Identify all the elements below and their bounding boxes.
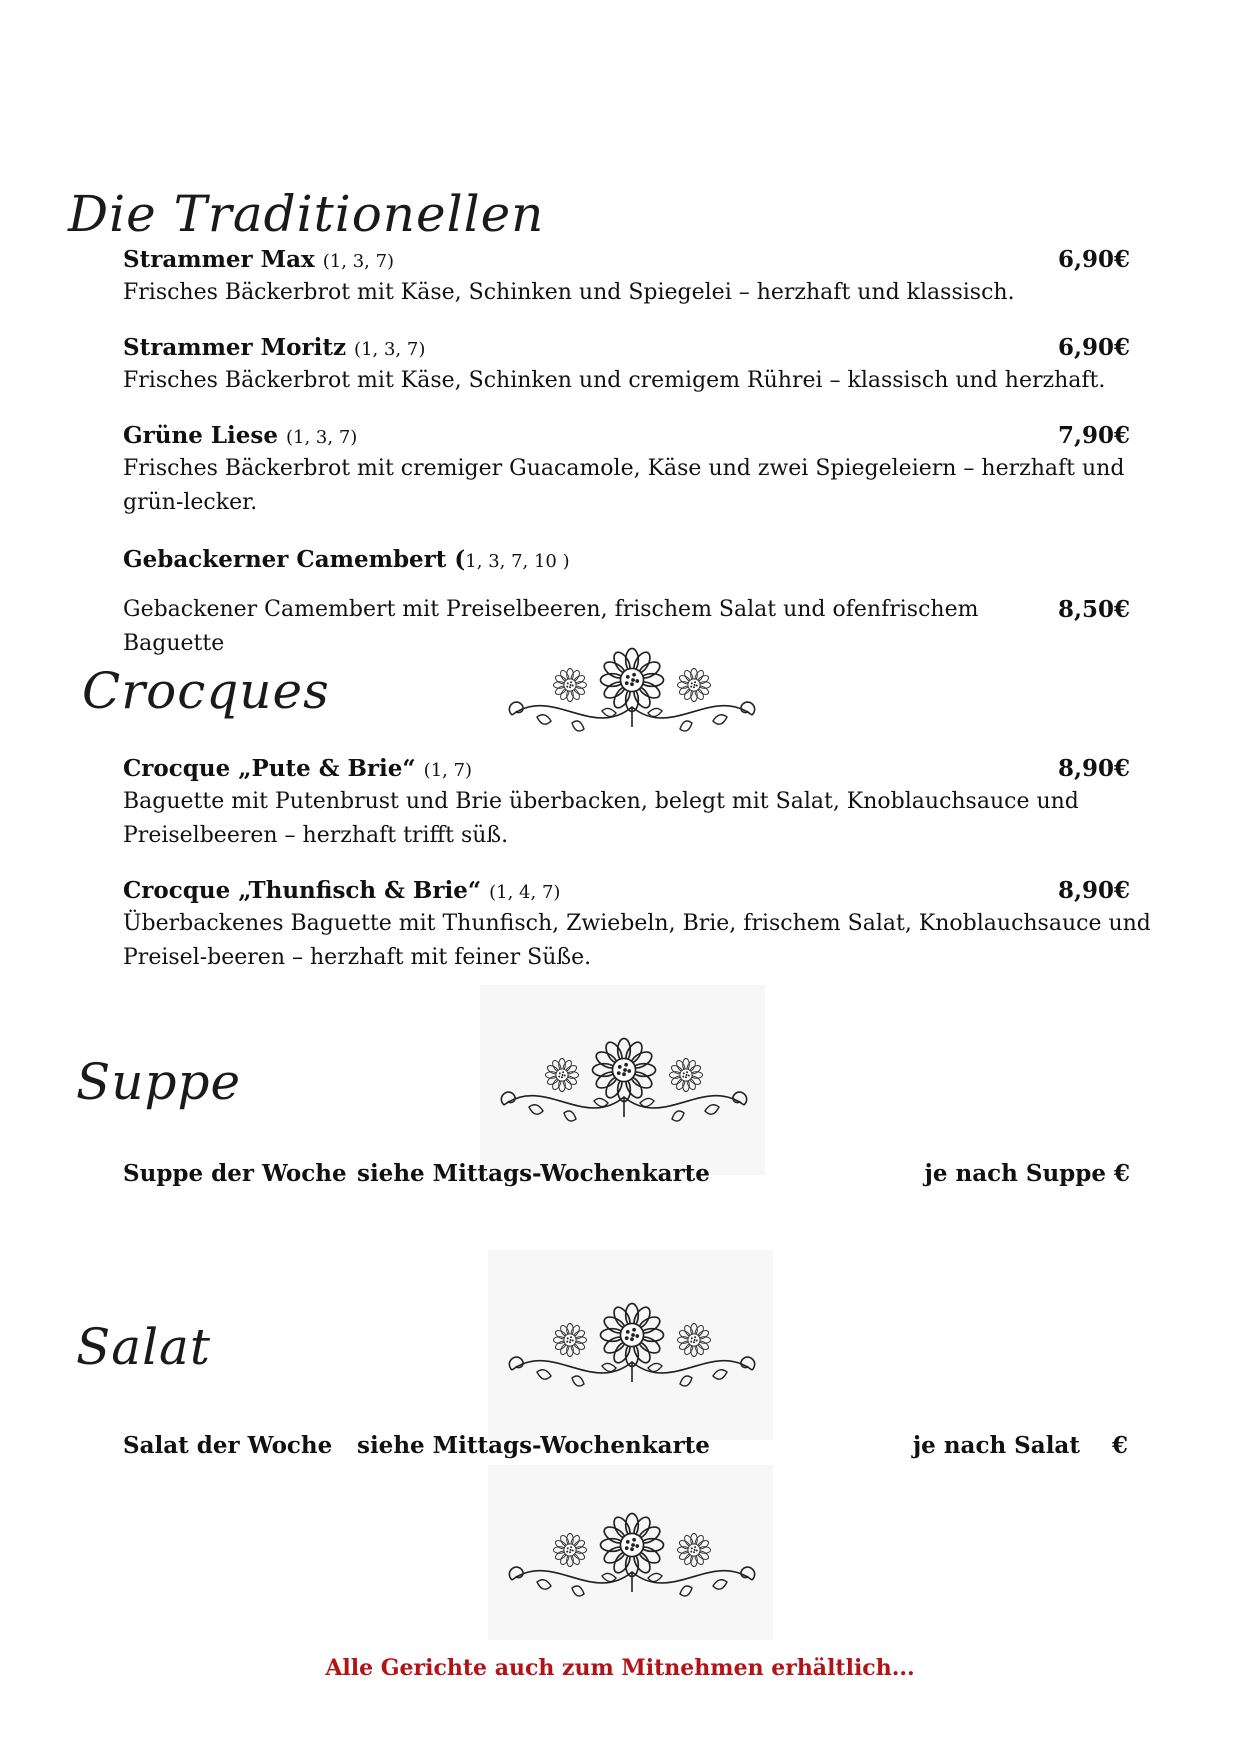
item-name: Strammer Moritz: [123, 334, 347, 361]
menu-item-price: 8,50€: [1057, 596, 1130, 623]
menu-item-description: Frisches Bäckerbrot mit Käse, Schinken und cremigem Rührei – klassisch und herzhaft.: [123, 368, 1106, 393]
sunflower-ornament-icon: [492, 645, 772, 745]
allergen-codes: (1, 3, 7): [354, 339, 426, 360]
item-name: Grüne Liese: [123, 422, 278, 449]
menu-item-description: Überbackenes Baguette mit Thunfisch, Zwiebeln, Brie, frischem Salat, Knoblauchsauce und Preisel-beeren – herzhaft mit feiner Süße.: [123, 911, 1151, 970]
menu-item-description: Baguette mit Putenbrust und Brie überbacken, belegt mit Salat, Knoblauchsauce und Preiselbeeren – herzhaft trifft süß.: [123, 789, 1079, 848]
salad-of-week: Salat der Woche: [123, 1432, 333, 1459]
item-name: Gebackerner Camembert (: [123, 546, 466, 573]
allergen-codes: (1, 7): [423, 760, 473, 781]
soup-of-week: Suppe der Woche: [123, 1160, 347, 1187]
soup-price: je nach Suppe €: [924, 1160, 1130, 1187]
sunflower-ornament-icon: [484, 1035, 764, 1135]
menu-item-description: Frisches Bäckerbrot mit cremiger Guacamole, Käse und zwei Spiegeleiern – herzhaft und grün-lecker.: [123, 456, 1125, 515]
menu-item-price: 8,90€: [1057, 877, 1130, 904]
menu-item-price: 6,90€: [1057, 246, 1130, 273]
menu-item-name: [123, 877, 560, 904]
item-name: Crocque „Thunfisch & Brie“: [123, 877, 482, 904]
menu-item-name: [123, 546, 570, 573]
item-name: Crocque „Pute & Brie“: [123, 755, 416, 782]
menu-item-name: [123, 334, 425, 361]
section-title-crocques: Crocques: [82, 662, 330, 720]
salad-price: je nach Salat €: [912, 1432, 1128, 1459]
item-name: Strammer Max: [123, 246, 315, 273]
section-title-salat: Salat: [76, 1318, 211, 1376]
allergen-codes: 1, 3, 7, 10 ): [465, 551, 570, 572]
menu-item-name: [123, 246, 394, 273]
menu-item-price: 7,90€: [1057, 422, 1130, 449]
menu-item-description: Gebackener Camembert mit Preiselbeeren, frischem Salat und ofenfrischem Baguette: [123, 597, 979, 656]
menu-item-name: [123, 755, 472, 782]
menu-item-price: 8,90€: [1057, 755, 1130, 782]
menu-item-name: [123, 422, 357, 449]
section-title-traditionelle: Die Traditionellen: [68, 185, 545, 243]
section-title-suppe: Suppe: [76, 1053, 242, 1111]
menu-item-price: 6,90€: [1057, 334, 1130, 361]
sunflower-ornament-icon: [492, 1300, 772, 1400]
allergen-codes: (1, 3, 7): [286, 427, 358, 448]
sunflower-ornament-icon: [492, 1510, 772, 1610]
allergen-codes: (1, 4, 7): [489, 882, 561, 903]
salad-note: siehe Mittags-Wochenkarte: [357, 1432, 710, 1459]
soup-note: siehe Mittags-Wochenkarte: [357, 1160, 710, 1187]
menu-item-description: Frisches Bäckerbrot mit Käse, Schinken und Spiegelei – herzhaft und klassisch.: [123, 280, 1015, 305]
takeaway-notice: Alle Gerichte auch zum Mitnehmen erhältlich...: [325, 1655, 915, 1681]
allergen-codes: (1, 3, 7): [322, 251, 395, 272]
